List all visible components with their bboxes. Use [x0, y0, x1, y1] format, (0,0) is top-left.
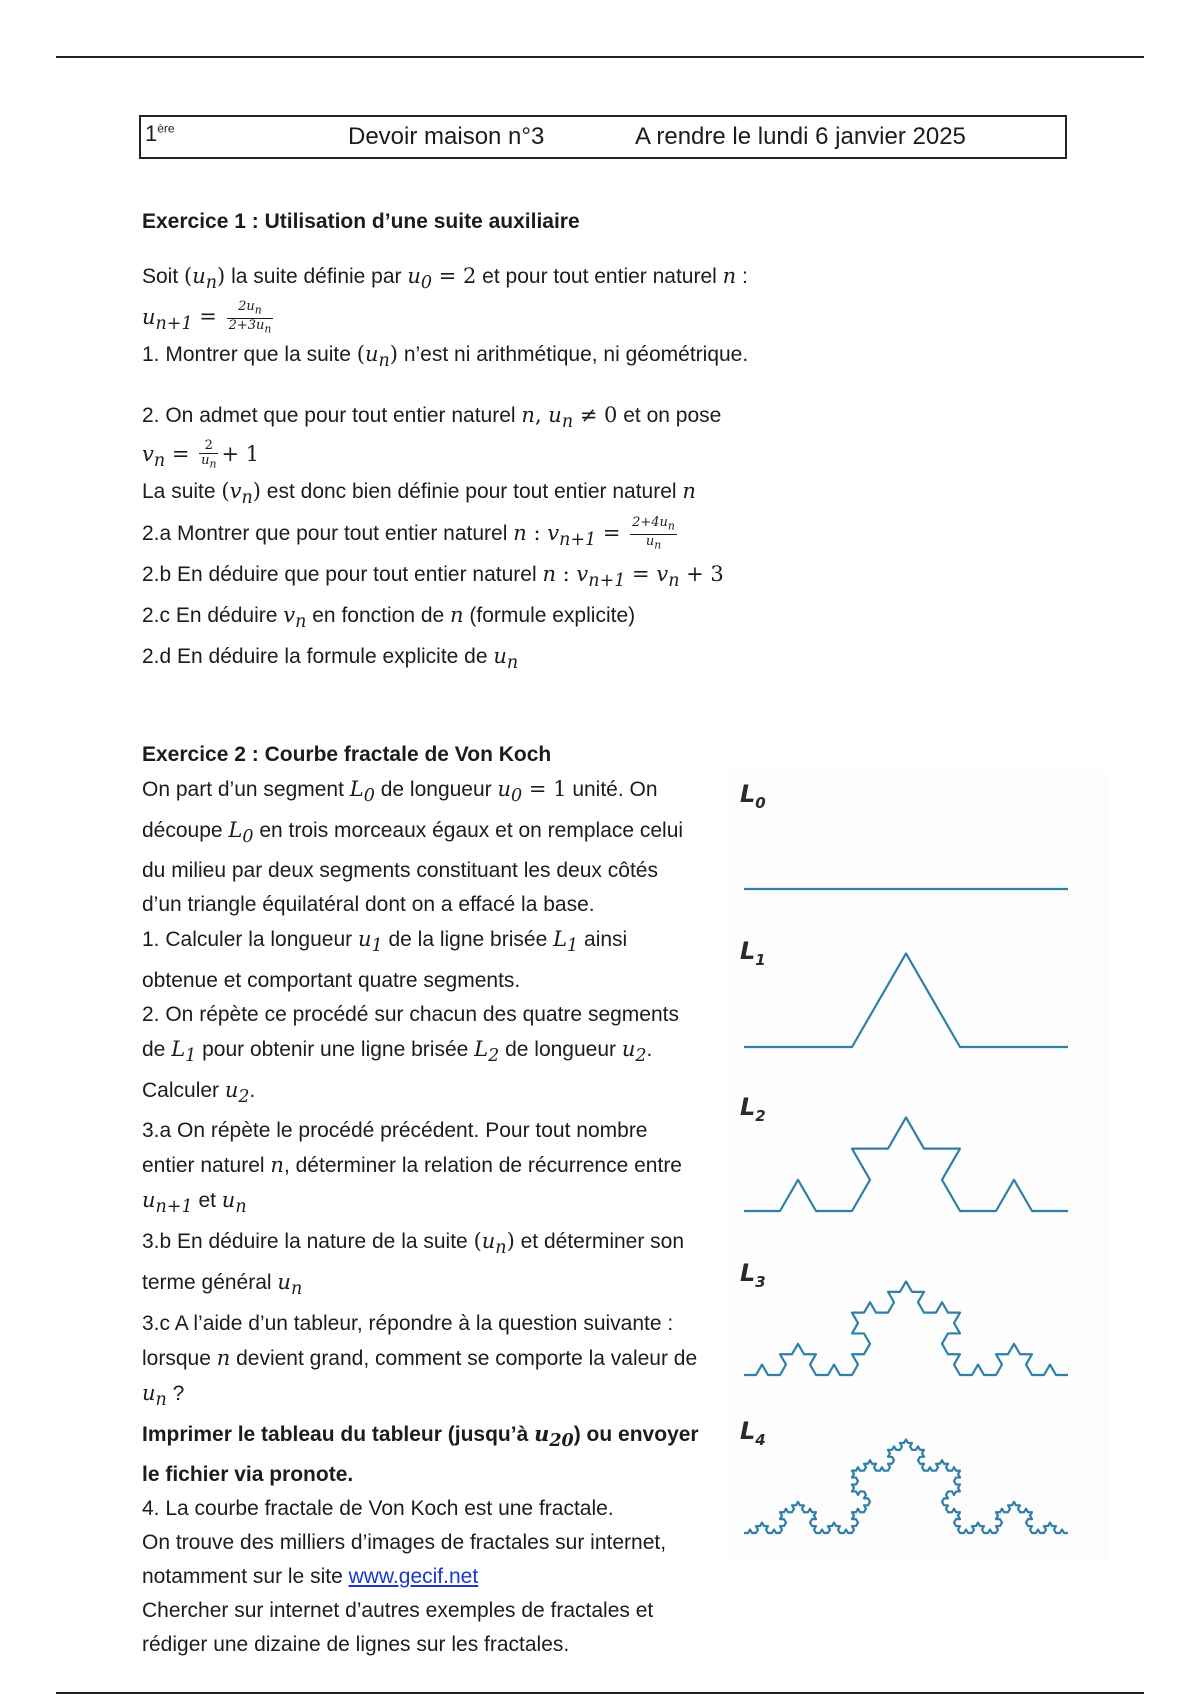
gecif-link[interactable]: www.gecif.net	[348, 1564, 479, 1588]
curve-label-l2: $L_2$	[740, 1093, 766, 1125]
ex1-vn-defined: La suite $(v_n)$ est donc bien définie pour tout entier naturel n	[142, 479, 696, 509]
koch-curve-l4	[744, 1439, 1068, 1533]
top-rule	[56, 56, 1144, 58]
ex1-intro: Soit $(u_n)$ la suite définie par $u_0 = 2$ et pour tout entier naturel n :	[142, 264, 748, 294]
von-koch-curves	[728, 772, 1108, 1562]
ex2-q2: 2. On répète ce procédé sur chacun des quatre segments de $L_1$ pour obtenir une ligne brisée $L_2$ de longueur $u_2$. Calculer $u_2$.	[142, 1002, 679, 1107]
ex1-q2a: 2.a Montrer que pour tout entier naturel n : $v_{n+1}$ = $\frac{2+4u_n}{u_n}$	[142, 514, 675, 552]
ex2-q4-task: Chercher sur internet d’autres exemples de fractales et rédiger une dizaine de lignes sur les fractales.	[142, 1598, 654, 1656]
koch-curve-l2	[744, 1117, 1068, 1211]
ex1-q2: 2. On admet que pour tout entier naturel n, $u_n \ne 0$ et on pose	[142, 403, 722, 433]
exercise-2-title: Exercice 2 : Courbe fractale de Von Koch	[142, 743, 552, 766]
curve-label-l3: $L_3$	[740, 1259, 766, 1291]
von-koch-figure	[728, 772, 1108, 1562]
koch-curve-l1	[744, 953, 1068, 1047]
ex1-q1: 1. Montrer que la suite $(u_n)$ n’est ni arithmétique, ni géométrique.	[142, 342, 749, 372]
homework-title: Devoir maison n°3	[348, 123, 545, 150]
ex2-q4-site: On trouve des milliers d’images de fractales sur internet, notamment sur le site www.gecif.net	[142, 1530, 667, 1588]
curve-label-l4: $L_4$	[740, 1417, 766, 1449]
document-header	[139, 115, 1067, 159]
ex2-q1: 1. Calculer la longueur $u_1$ de la ligne brisée $L_1$ ainsi obtenue et comportant quatre segments.	[142, 927, 628, 992]
bottom-rule	[56, 1692, 1144, 1694]
ex1-q2b: 2.b En déduire que pour tout entier naturel n : $v_{n+1} = v_n + 3$	[142, 561, 724, 591]
ex1-vn-def: $v_n$ = $\frac{2}{u_n}$ + 1	[142, 438, 260, 472]
exercise-1	[142, 205, 982, 680]
curve-label-l1: $L_1$	[740, 937, 766, 969]
koch-curve-l3	[744, 1281, 1068, 1375]
ex1-q2d: 2.d En déduire la formule explicite de $u_n$	[142, 644, 519, 674]
ex2-q3b: 3.b En déduire la nature de la suite $(u_n)$ et déterminer son terme général $u_n$	[142, 1229, 685, 1300]
ex1-recurrence: $u_{n+1}$ = $\frac{2u_n}{2+3u_n}$	[142, 299, 272, 336]
ex2-print-instruction: Imprimer le tableau du tableur (jusqu’à $u_{20}$) ou envoyer le fichier via pronote.	[142, 1420, 699, 1486]
due-date: A rendre le lundi 6 janvier 2025	[635, 123, 966, 150]
exercise-1-title: Exercice 1 : Utilisation d’une suite auxiliaire	[142, 210, 580, 233]
curve-label-l0: $L_0$	[740, 780, 766, 812]
exercise-2	[142, 738, 702, 1662]
ex2-q3c: 3.c A l’aide d’un tableur, répondre à la question suivante : lorsque n devient grand, comment se comporte la valeur de $u_n$ ?	[142, 1311, 698, 1410]
ex2-q4: 4. La courbe fractale de Von Koch est une fractale.	[142, 1496, 614, 1520]
ex2-q3a: 3.a On répète le procédé précédent. Pour tout nombre entier naturel n, déterminer la relation de récurrence entre $u_{n+1}$ et $u_n$	[142, 1118, 682, 1218]
ex2-intro: On part d’un segment $L_0$ de longueur $u_0 = 1$ unité. On découpe $L_0$ en trois morceaux égaux et on remplace celui du milieu par deux segments constituant les deux côtés d’un triangle équilatéral dont on a effacé la base.	[142, 777, 684, 917]
ex1-q2c: 2.c En déduire $v_n$ en fonction de n (formule explicite)	[142, 602, 636, 633]
class-level: 1ère	[145, 121, 175, 146]
